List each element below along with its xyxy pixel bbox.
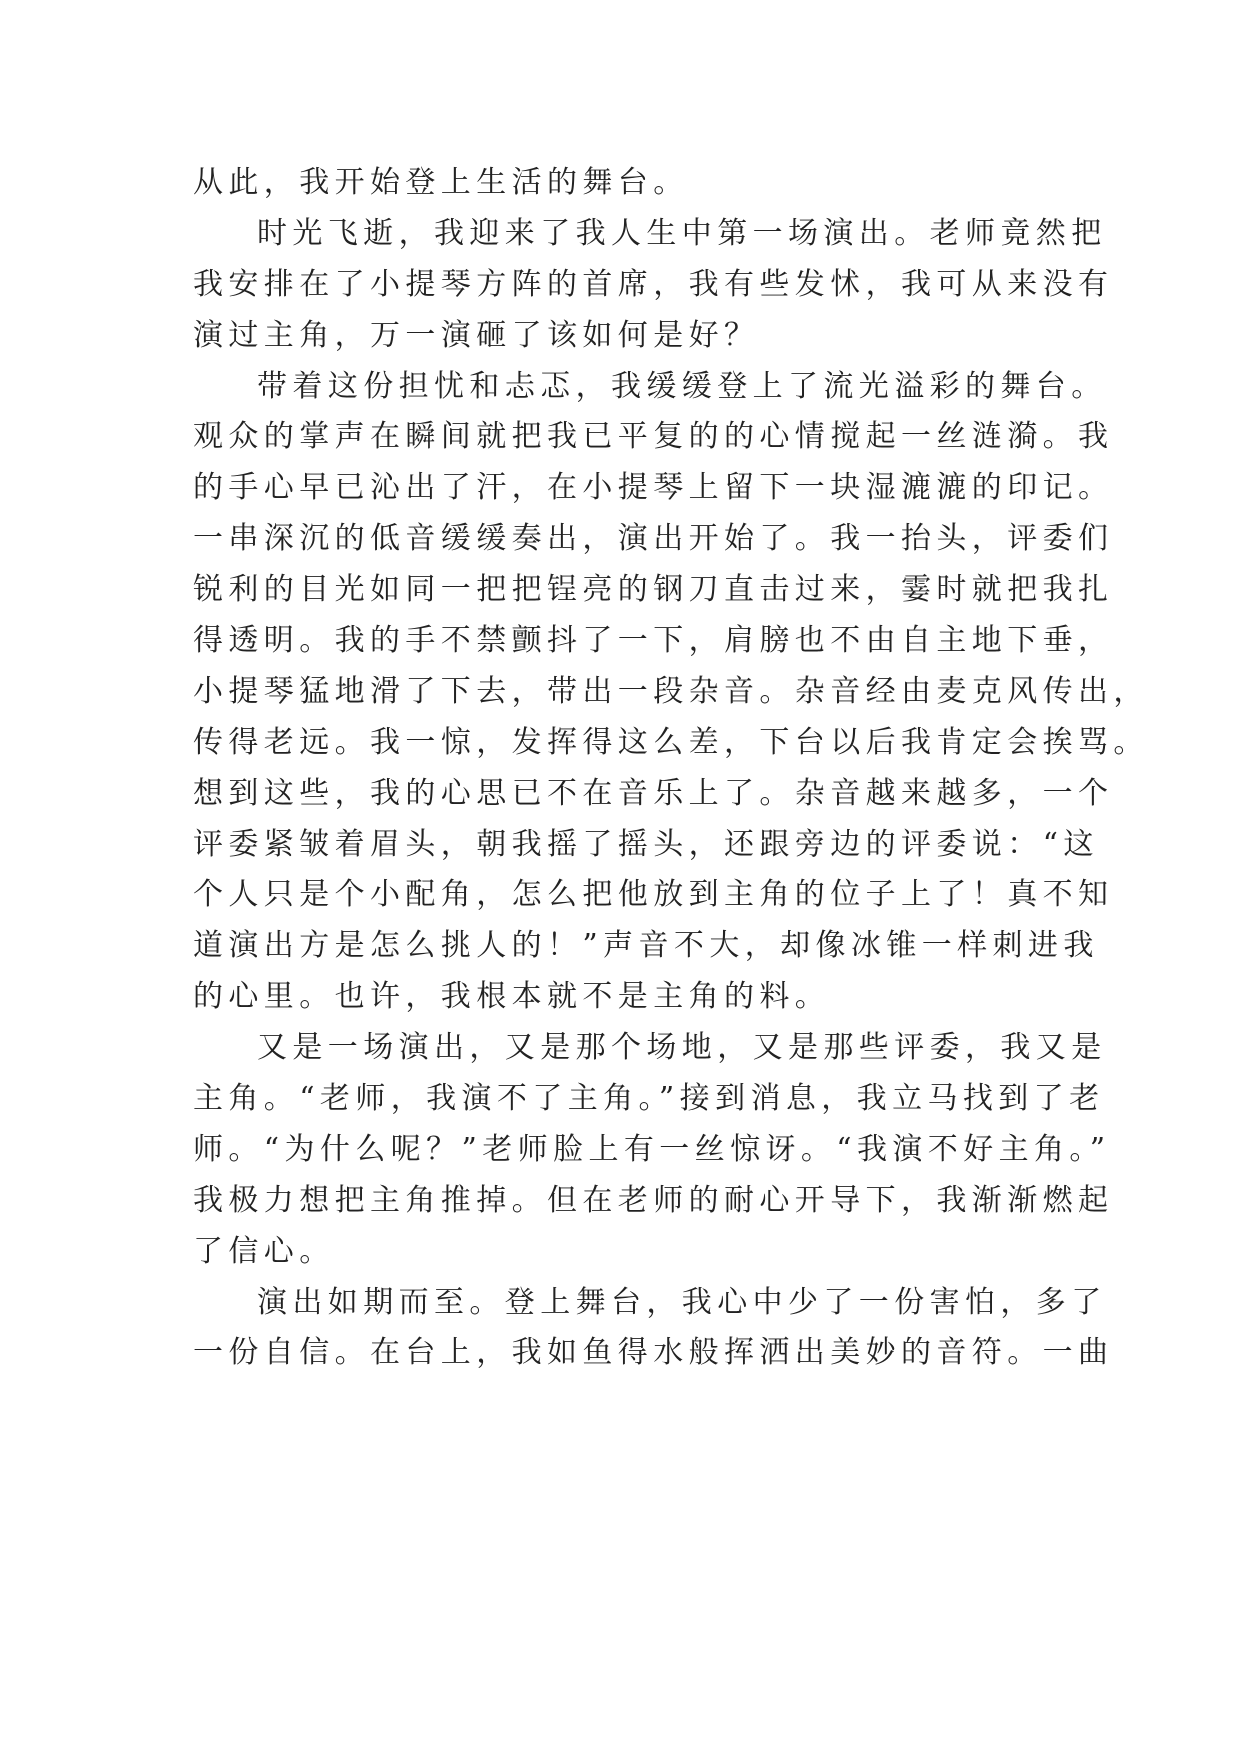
text-line: 观众的掌声在瞬间就把我已平复的的心情搅起一丝涟漪。我 bbox=[193, 419, 1114, 455]
text-line: 了信心。 bbox=[193, 1233, 335, 1269]
text-line: 主角。“老师，我演不了主角。”接到消息，我立马找到了老 bbox=[193, 1081, 1105, 1117]
body-text bbox=[193, 158, 1149, 1379]
text-line: 一份自信。在台上，我如鱼得水般挥洒出美妙的音符。一曲 bbox=[193, 1335, 1114, 1371]
text-line: 带着这份担忧和忐忑，我缓缓登上了流光溢彩的舞台。 bbox=[257, 368, 1107, 404]
text-line: 锐利的目光如同一把把锃亮的钢刀直击过来，霎时就把我扎 bbox=[193, 572, 1114, 608]
text-line: 演出如期而至。登上舞台，我心中少了一份害怕，多了 bbox=[257, 1284, 1107, 1320]
text-line: 从此，我开始登上生活的舞台。 bbox=[193, 165, 689, 200]
text-line: 想到这些，我的心思已不在音乐上了。杂音越来越多，一个 bbox=[193, 775, 1114, 811]
text-line: 得透明。我的手不禁颤抖了一下，肩膀也不由自主地下垂， bbox=[193, 623, 1114, 659]
text-line: 时光飞逝，我迎来了我人生中第一场演出。老师竟然把 bbox=[257, 215, 1107, 251]
text-line: 师。“为什么呢？”老师脸上有一丝惊讶。“我演不好主角。” bbox=[193, 1131, 1111, 1167]
text-line: 演过主角，万一演砸了该如何是好？ bbox=[193, 317, 760, 353]
text-line: 一串深沉的低音缓缓奏出，演出开始了。我一抬头，评委们 bbox=[193, 521, 1114, 557]
text-line: 的心里。也许，我根本就不是主角的料。 bbox=[193, 979, 831, 1015]
text-line: 我极力想把主角推掉。但在老师的耐心开导下，我渐渐燃起 bbox=[193, 1182, 1114, 1218]
text-line: 传得老远。我一惊，发挥得这么差，下台以后我肯定会挨骂。 bbox=[193, 724, 1149, 760]
text-line: 的手心早已沁出了汗，在小提琴上留下一块湿漉漉的印记。 bbox=[193, 470, 1114, 506]
text-line: 评委紧皱着眉头，朝我摇了摇头，还跟旁边的评委说：“这 bbox=[193, 826, 1099, 862]
text-line: 又是一场演出，又是那个场地，又是那些评委，我又是 bbox=[257, 1030, 1107, 1066]
text-line: 小提琴猛地滑了下去，带出一段杂音。杂音经由麦克风传出， bbox=[193, 673, 1149, 709]
text-line: 我安排在了小提琴方阵的首席，我有些发怵，我可从来没有 bbox=[193, 266, 1114, 302]
text-line: 道演出方是怎么挑人的！”声音不大，却像冰锥一样刺进我 bbox=[193, 928, 1099, 964]
text-line: 个人只是个小配角，怎么把他放到主角的位子上了！真不知 bbox=[193, 877, 1114, 913]
